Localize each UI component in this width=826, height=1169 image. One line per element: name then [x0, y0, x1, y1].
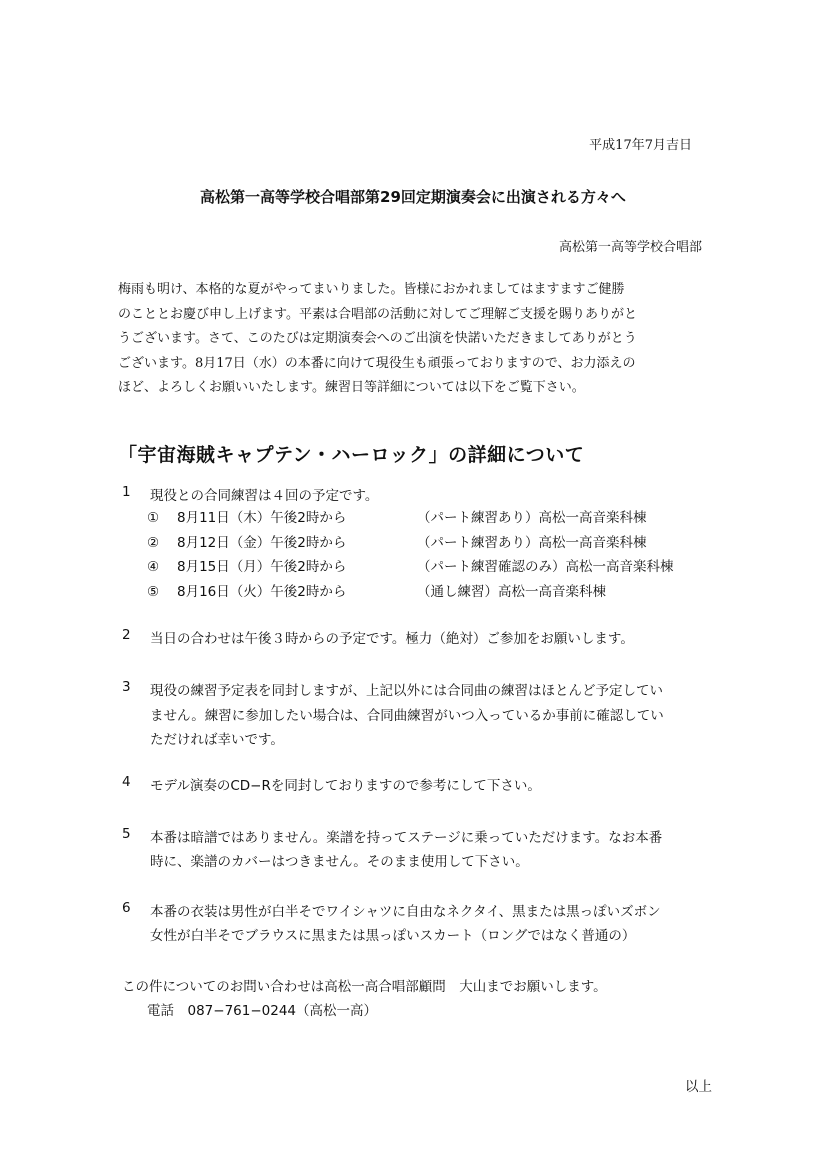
closing-mark: 以上 [685, 1079, 712, 1095]
schedule-row [147, 580, 606, 600]
schedule-detail: （通し練習）高松一高音楽科棟 [417, 584, 606, 600]
intro-line: 梅雨も明け、本格的な夏がやってまいりました。皆様におかれましてはますますご健勝 [118, 282, 625, 297]
schedule-mark: ① [147, 510, 160, 526]
item-4-number: 4 [122, 774, 131, 790]
item-3-line: ただければ幸いです。 [150, 732, 284, 748]
schedule-when: 8月11日（木）午後2時から [177, 510, 347, 526]
schedule-mark: ② [147, 535, 160, 551]
contact-line: この件についてのお問い合わせは高松一高合唱部顧問 大山までお願いします。 [122, 979, 607, 995]
schedule-row [147, 506, 647, 526]
item-2-text: 当日の合わせは午後３時からの予定です。極力（絶対）ご参加をお願いします。 [150, 631, 634, 647]
schedule-when: 8月15日（月）午後2時から [177, 559, 347, 575]
schedule-when: 8月16日（火）午後2時から [177, 584, 347, 600]
item-3-line: ません。練習に参加したい場合は、合同曲練習がいつ入っているか事前に確認してい [150, 708, 664, 724]
schedule-mark: ④ [147, 559, 160, 575]
schedule-when: 8月12日（金）午後2時から [177, 535, 347, 551]
schedule-detail: （パート練習あり）高松一高音楽科棟 [417, 535, 647, 551]
schedule-row [147, 555, 674, 575]
item-6-number: 6 [122, 900, 131, 916]
item-1-text: 現役との合同練習は４回の予定です。 [150, 488, 379, 504]
intro-paragraph [118, 278, 718, 401]
sender-organization: 高松第一高等学校合唱部 [558, 240, 702, 255]
item-2-number: 2 [122, 627, 131, 643]
intro-line: のこととお慶び申し上げます。平素は合唱部の活動に対してご理解ご支援を賜りありがと [118, 306, 637, 322]
section-heading: 「宇宙海賊キャプテン・ハーロック」の詳細について [118, 444, 585, 466]
item-4-text: モデル演奏のCD−Rを同封しておりますので参考にして下さい。 [150, 778, 541, 794]
item-5-line: 本番は暗譜ではありません。楽譜を持ってステージに乗っていただけます。なお本番 [150, 830, 663, 846]
schedule-detail: （パート練習確認のみ）高松一高音楽科棟 [417, 559, 674, 575]
intro-line: うございます。さて、このたびは定期演奏会へのご出演を快諾いただきましてありがとう [118, 331, 637, 346]
schedule-mark: ⑤ [147, 584, 160, 600]
contact-phone: 電話 087−761−0244（高松一高） [147, 1003, 378, 1019]
document-date: 平成17年7月吉日 [589, 138, 692, 153]
item-6-line: 本番の衣装は男性が白半そでワイシャツに自由なネクタイ、黒または黒っぽいズボン [150, 904, 661, 920]
item-3-number: 3 [122, 679, 131, 695]
item-6-line: 女性が白半そでブラウスに黒または黒っぽいスカート（ロングではなく普通の） [150, 928, 636, 944]
schedule-detail: （パート練習あり）高松一高音楽科棟 [417, 510, 647, 526]
intro-line: ほど、よろしくお願いいたします。練習日等詳細については以下をご覧下さい。 [118, 380, 585, 395]
item-5-line: 時に、楽譜のカバーはつきません。そのまま使用して下さい。 [150, 854, 529, 870]
document-title: 高松第一高等学校合唱部第29回定期演奏会に出演される方々へ [200, 188, 626, 206]
item-3-line: 現役の練習予定表を同封しますが、上記以外には合同曲の練習はほとんど予定してい [150, 683, 663, 699]
intro-line: ございます。8月17日（水）の本番に向けて現役生も頑張っておりますので、お力添えの [118, 355, 636, 371]
schedule-row [147, 531, 647, 551]
item-1-number: 1 [122, 484, 131, 500]
item-5-number: 5 [122, 826, 131, 842]
